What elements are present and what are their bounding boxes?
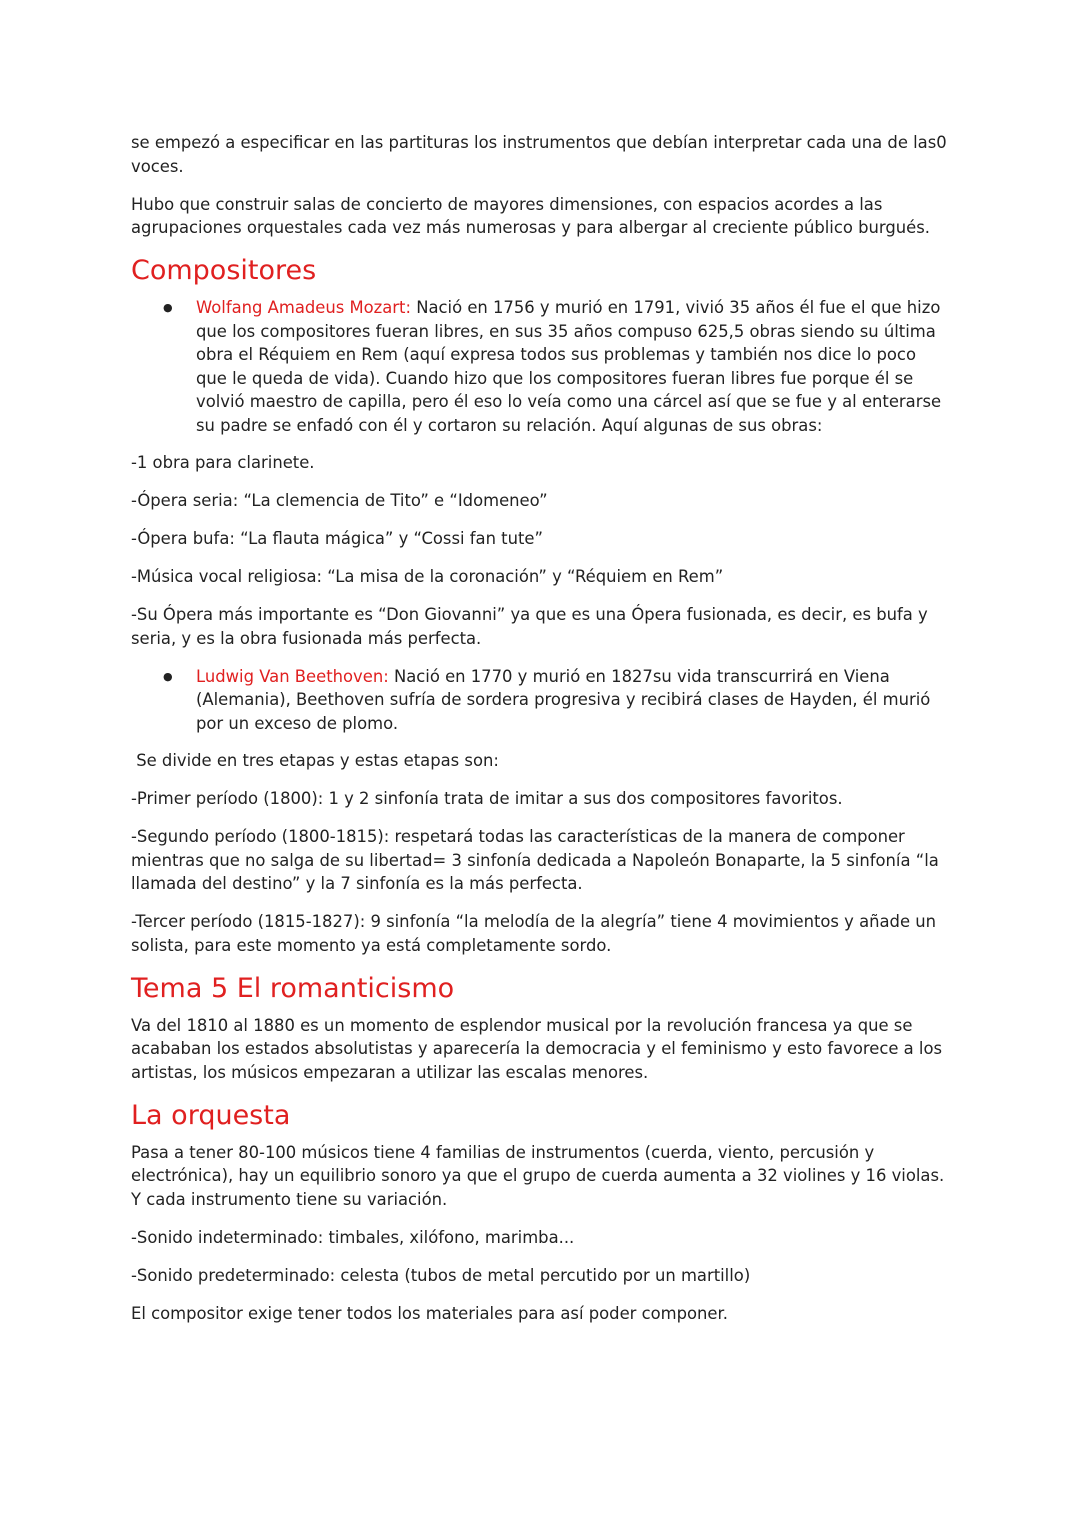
mozart-work-5: -Su Ópera más importante es “Don Giovanni” ya que es una Ópera fusionada, es decir, es bufa y seria, y es la obra fusionada más perfecta. xyxy=(131,605,928,648)
beethoven-period-2: -Segundo período (1800-1815): respetará todas las características de la manera de componer mientras que no salga de su libertad= 3 sinfonía dedicada a Napoleón Bonaparte, la 5 sinfonía “la llamada del destino” y la 7 sinfonía es la más perfecta. xyxy=(131,827,939,893)
mozart-text: Nació en 1756 y murió en 1791, vivió 35 años él fue el que hizo que los compositores fueran libres, en sus 35 años compuso 625,5 obras siendo su última obra el Réquiem en Rem (aquí expresa todos sus problemas y también nos dice lo poco que le queda de vida). Cuando hizo que los compositores fueran libres fue porque él se volvió maestro de capilla, pero él eso lo veía como una cárcel así que se fue y al enterarse su padre se enfadó con él y cortaron su relación. Aquí algunas de sus obras: xyxy=(196,298,942,435)
beethoven-item xyxy=(131,665,951,736)
romanticismo-heading: Tema 5 El romanticismo xyxy=(131,972,455,1004)
mozart-list xyxy=(131,296,951,437)
orquesta-text: Pasa a tener 80-100 músicos tiene 4 familias de instrumentos (cuerda, viento, percusión y electrónica), hay un equilibrio sonoro ya que el grupo de cuerda aumenta a 32 violines y 16 violas. Y cada instrumento tiene su variación. xyxy=(131,1142,945,1209)
orquesta-heading: La orquesta xyxy=(131,1099,291,1131)
intro-paragraph-1: se empezó a especificar en las partituras los instrumentos que debían interpretar cada una de las0 voces. xyxy=(131,133,947,176)
orquesta-item-2: -Sonido predeterminado: celesta (tubos de metal percutido por un martillo) xyxy=(131,1265,751,1285)
intro-paragraph-2: Hubo que construir salas de concierto de mayores dimensiones, con espacios acordes a las agrupaciones orquestales cada vez más numerosas y para albergar al creciente público burgués. xyxy=(131,194,930,237)
beethoven-text: Nació en 1770 y murió en 1827su vida transcurrirá en Viena (Alemania), Beethoven sufría de sordera progresiva y recibirá clases de Hayden, él murió por un exceso de plomo. xyxy=(196,666,931,733)
mozart-name: Wolfang Amadeus Mozart: xyxy=(196,298,411,317)
mozart-item xyxy=(131,296,951,437)
beethoven-period-1: -Primer período (1800): 1 y 2 sinfonía trata de imitar a sus dos compositores favoritos. xyxy=(131,789,843,808)
orquesta-item-1: -Sonido indeterminado: timbales, xilófono, marimba... xyxy=(131,1227,575,1247)
compositores-heading: Compositores xyxy=(131,255,317,286)
mozart-work-1: -1 obra para clarinete. xyxy=(131,453,315,472)
beethoven-name: Ludwig Van Beethoven: xyxy=(196,666,389,686)
document-page xyxy=(131,131,951,1340)
mozart-work-4: -Música vocal religiosa: “La misa de la coronación” y “Réquiem en Rem” xyxy=(131,567,724,586)
beethoven-intro: Se divide en tres etapas y estas etapas son: xyxy=(131,751,499,770)
mozart-work-2: -Ópera seria: “La clemencia de Tito” e “Idomeneo” xyxy=(131,491,548,510)
orquesta-closing: El compositor exige tener todos los materiales para así poder componer. xyxy=(131,1303,728,1323)
mozart-work-3: -Ópera bufa: “La flauta mágica” y “Cossi fan tute” xyxy=(131,529,543,548)
romanticismo-text: Va del 1810 al 1880 es un momento de esplendor musical por la revolución francesa ya que se acababan los estados absolutistas y aparecería la democracia y el feminismo y esto favorece a los artistas, los músicos empezaran a utilizar las escalas menores. xyxy=(131,1015,943,1082)
beethoven-list xyxy=(131,665,951,736)
beethoven-period-3: -Tercer período (1815-1827): 9 sinfonía “la melodía de la alegría” tiene 4 movimientos y añade un solista, para este momento ya está completamente sordo. xyxy=(131,912,937,955)
